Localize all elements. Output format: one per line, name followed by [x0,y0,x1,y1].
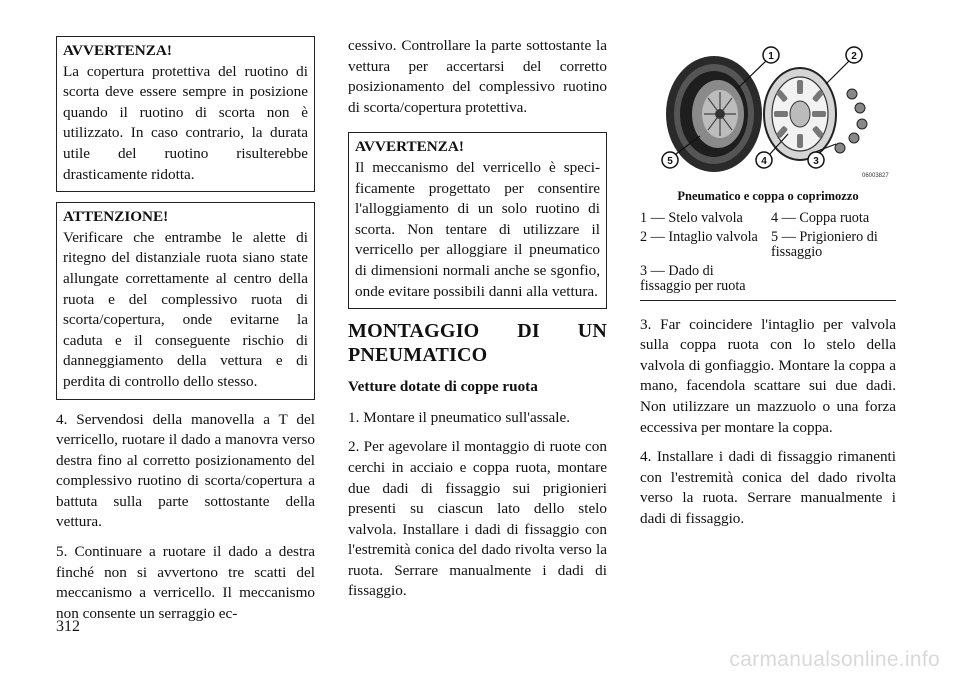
warning-title: AVVERTENZA! [63,42,172,59]
warning-box-2 [348,132,607,309]
column-1 [56,36,315,633]
section-subheading: Vetture dotate di coppe ruota [348,378,538,396]
callout-3: 3 [813,156,819,167]
figure-caption: Pneumatico e coppa o coprimozzo [677,189,859,203]
callout-2: 2 [851,51,857,62]
legend-item-1: 1 — Stelo valvola [640,209,743,226]
watermark[interactable]: carmanualsonline.info [729,648,940,671]
page-number: 312 [56,618,80,635]
callout-5: 5 [667,156,673,167]
figure-code: 06003827 [862,173,889,179]
step-4-paragraph: 4. Servendosi della manovella a T del verricello, ruotare il dado a manovra verso destra fino al corretto posizionamento del complessivo ruotino di scorta/copertura a battuta sulla parte sottostante della vettura. [56,410,315,531]
step-1-paragraph: 1. Montare il pneumatico sull'assale. [348,408,571,426]
step-2-paragraph: 2. Per agevolare il montaggio di ruote con cerchi in acciaio e coppa ruota, montare due dadi di fissaggio sui prigionieri presenti su ciascun lato dello stelo valvola. Installare i dadi di fissaggio con l'estremità conica del dado rivolta verso la ruota. Serrare manualmente i dadi di fissaggio. [348,438,607,600]
section-heading: MONTAGGIO DI UN PNEUMATICO [348,320,607,367]
warning-box [56,36,315,192]
warning-text: La copertura protettiva del ruotino di scorta deve essere sempre in posizione quando il ruotino di scorta non è utilizzato. In caso contrario, la durata utile del ruotino risulterebbe drasticamente ridotta. [63,62,308,183]
legend-item-3: 3 — Dado di fissaggio per ruota [640,262,746,294]
legend-item-4: 4 — Coppa ruota [771,209,870,226]
legend-item-5: 5 — Prigioniero di fissaggio [771,228,878,260]
tire-illustration [640,36,896,186]
attention-box [56,202,315,399]
attention-title: ATTENZIONE! [63,208,169,226]
step-5-paragraph: 5. Continuare a ruotare il dado a destra finché non si avvertono tre scatti del meccanismo a verricello. Il meccanismo non consente un serraggio ec- [56,543,315,622]
callout-1: 1 [768,51,774,62]
attention-text: Verificare che entrambe le alette di ritegno del distanziale ruota siano state allungate correttamente al centro della ruota e del complessivo ruota di scorta/copertura, onde evitarne la caduta e il conseguente rischio di danneggiamento della vettura e di perdita di controllo dello stesso. [63,228,308,390]
step-3-paragraph: 3. Far coincidere l'intaglio per valvola sulla coppa ruota con lo stelo della valvola di gonfiaggio. Montare la coppa a mano, facendola scattare sui due dadi. Non utilizzare un mazzuolo o una forza eccessiva per montare la coppa. [640,315,896,436]
column-3 [640,36,896,539]
legend-item-2: 2 — Intaglio valvola [640,228,758,245]
callout-4: 4 [761,156,767,167]
column-2 [348,36,607,611]
warning-title: AVVERTENZA! [355,138,464,156]
step-4b-paragraph: 4. Installare i dadi di fissaggio rimanenti con l'estremità conica del dado rivolta verso la ruota. Serrare manualmente i dadi di fissaggio. [640,448,896,527]
figure-legend [640,211,896,301]
tire-wheelcover-figure [640,36,896,186]
warning-text: Il meccanismo del verricello è specificamente progettato per consentire l'alloggiamento di un solo ruotino di scorta. Non tentare di utilizzare il verricello per alloggiare il pneumatico di dimensioni normali anche se sgonfio, onde evitare possibili danni alla vettura. [355,158,600,300]
continuation-paragraph: cessivo. Controllare la parte sottostante la vettura per accertarsi del corretto posizionamento del complessivo ruotino di scorta/copertura protettiva. [348,37,607,116]
